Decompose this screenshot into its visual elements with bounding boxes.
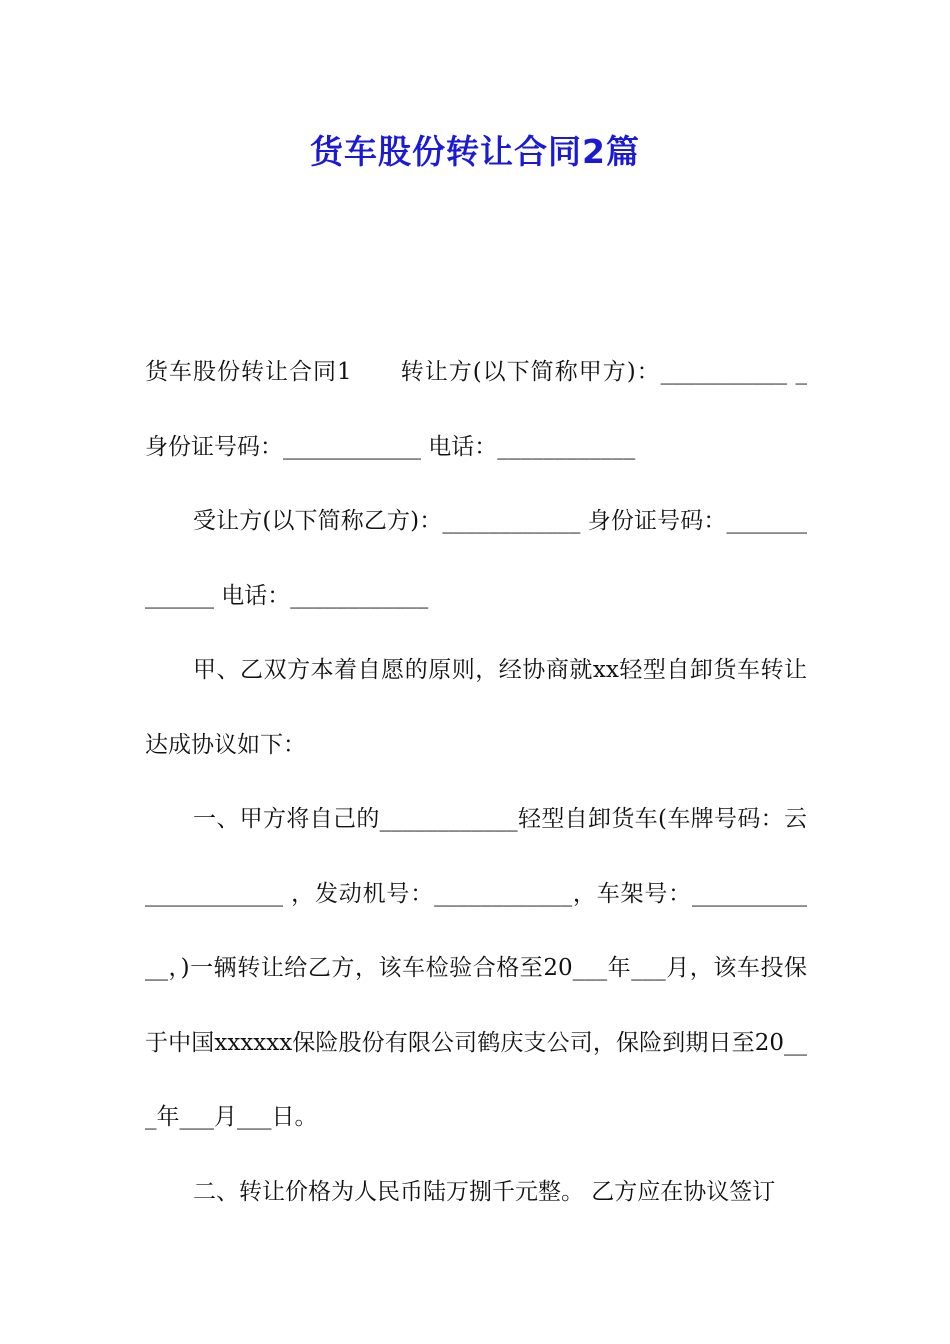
paragraph-agreement-intro: 甲、乙双方本着自愿的原则，经协商就xx轻型自卸货车转让达成协议如下： [145, 657, 807, 758]
paragraph-parties-transferor: 货车股份转让合同1 转让方(以下简称甲方)：___________ _ 身份证号码：____________ 电话：____________ [145, 359, 815, 460]
paragraph-clause-one: 一、甲方将自己的____________轻型自卸货车(车牌号码：云____________ ，发动机号：____________，车架号：____________，)一辆转让给乙方，该车检验合格至20___年___月，该车投保于中国xxxxxx保险股份有限公司鹤庆支公司，保险到期日至20___年___月___日。 [145, 806, 807, 1130]
paragraph-clause-two: 二、转让价格为人民币陆万捌千元整。 乙方应在协议签订 [193, 1178, 776, 1205]
document-body [145, 335, 815, 1229]
paragraph-parties-transferee: 受让方(以下简称乙方)：____________ 身份证号码：_____________ 电话：____________ [145, 508, 807, 609]
document-title: 货车股份转让合同2篇 [310, 132, 640, 171]
